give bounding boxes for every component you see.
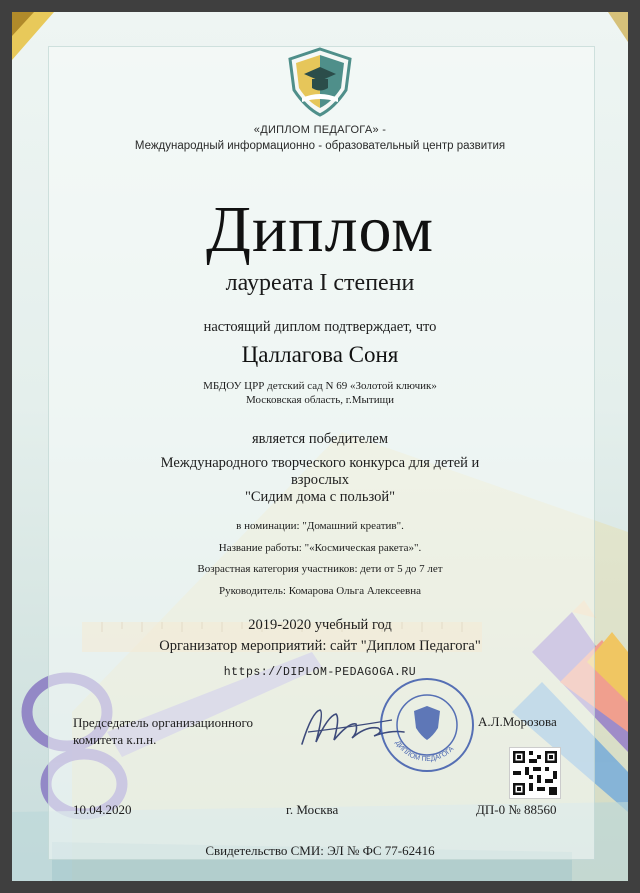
institution-line-2: Московская область, г.Мытищи bbox=[246, 394, 394, 406]
signer-name: А.Л.Морозова bbox=[478, 714, 557, 729]
contest-line-2: взрослых bbox=[290, 472, 350, 488]
website-url: https://DIPLOM-PEDAGOGA.RU bbox=[223, 666, 417, 679]
graduation-cap-logo-icon bbox=[284, 46, 356, 118]
institution-line-1: МБДОУ ЦРР детский сад N 69 «Золотой ключик» bbox=[203, 380, 437, 392]
leader: Руководитель: Комарова Ольга Алексеевна bbox=[219, 585, 421, 597]
contest-line-3: "Сидим дома с пользой" bbox=[244, 489, 396, 505]
confirm-text: настоящий диплом подтверждает, что bbox=[203, 319, 437, 335]
diploma-number: ДП-0 № 88560 bbox=[476, 802, 557, 817]
corner-stripe-right bbox=[608, 12, 628, 42]
diploma-title: Диплом bbox=[205, 193, 435, 266]
diploma-page bbox=[12, 12, 628, 881]
issue-date: 10.04.2020 bbox=[73, 802, 132, 817]
work-title: Название работы: "«Космическая ракета»". bbox=[218, 542, 422, 554]
age-category: Возрастная категория участников: дети от 5 до 7 лет bbox=[197, 563, 443, 575]
issue-city: г. Москва bbox=[286, 802, 339, 817]
nomination: в номинации: "Домашний креатив". bbox=[236, 520, 404, 532]
recipient-name: Цаллагова Соня bbox=[241, 342, 399, 367]
media-certificate: Свидетельство СМИ: ЭЛ № ФС 77-62416 bbox=[205, 843, 435, 858]
contest-line-1: Международного творческого конкурса для детей и bbox=[160, 455, 480, 471]
qr-code bbox=[510, 748, 560, 798]
chair-line-1: Председатель организационного bbox=[73, 715, 254, 730]
winner-text: является победителем bbox=[251, 431, 389, 447]
chair-title bbox=[73, 714, 293, 748]
qr-code-icon bbox=[513, 751, 557, 795]
school-year: 2019-2020 учебный год bbox=[248, 617, 392, 633]
official-stamp bbox=[378, 676, 476, 774]
chair-line-2: комитета к.п.н. bbox=[73, 732, 157, 747]
diploma-degree: лауреата I степени bbox=[225, 270, 415, 296]
stamp-text: ДИПЛОМ ПЕДАГОГА bbox=[393, 739, 456, 764]
organization-description: Международный информационно - образовательный центр развития bbox=[134, 140, 506, 152]
organization-name: «ДИПЛОМ ПЕДАГОГА» - bbox=[253, 124, 387, 136]
organizer: Организатор мероприятий: сайт "Диплом Педагога" bbox=[159, 638, 481, 654]
